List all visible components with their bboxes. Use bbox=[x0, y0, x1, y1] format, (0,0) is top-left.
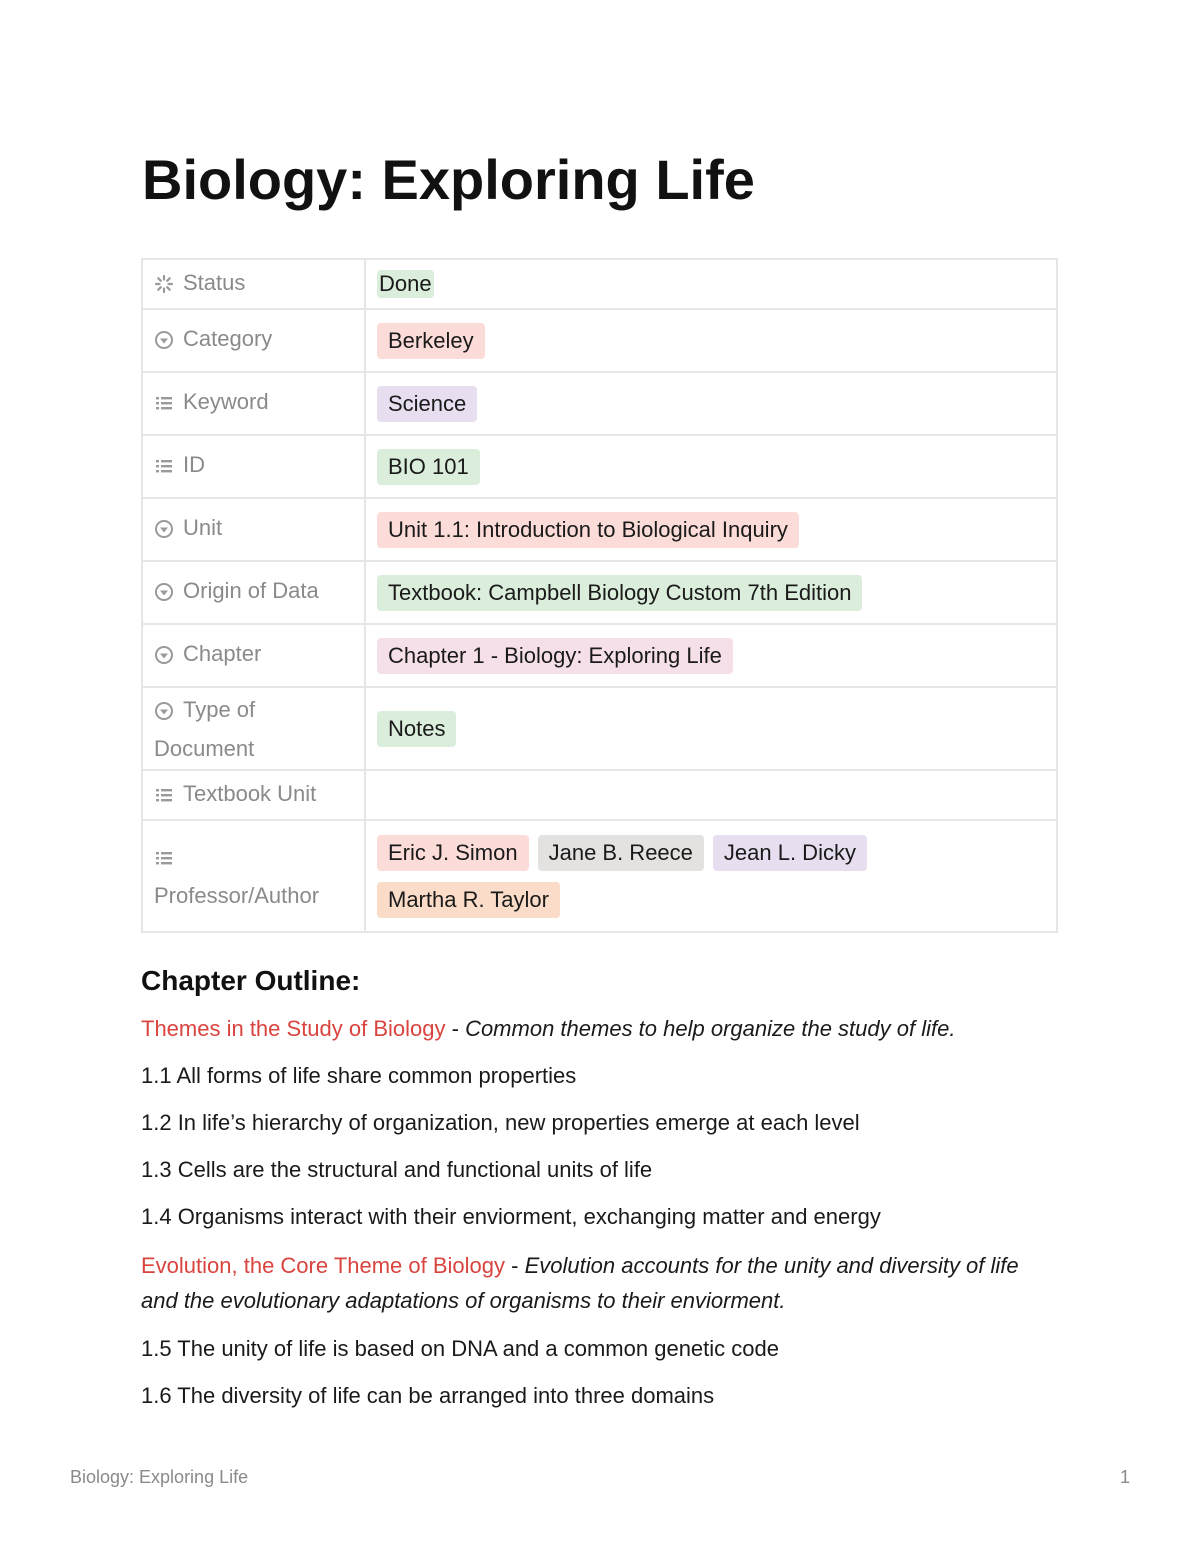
property-key-keyword bbox=[142, 372, 365, 435]
property-key-label: Type of bbox=[183, 696, 256, 722]
property-key-chapter bbox=[142, 624, 365, 687]
author-tag: Eric J. Simon bbox=[377, 835, 529, 871]
property-key-label: Status bbox=[183, 269, 246, 295]
outline-item: 1.1 All forms of life share common properties bbox=[141, 1063, 577, 1088]
footer-title: Biology: Exploring Life bbox=[70, 1467, 249, 1487]
author-tag: Martha R. Taylor bbox=[377, 882, 560, 918]
property-row-keyword bbox=[142, 372, 1057, 435]
property-key-label: Keyword bbox=[183, 389, 269, 414]
select-circle-icon bbox=[154, 696, 174, 731]
id-tag: BIO 101 bbox=[377, 449, 480, 485]
outline-heading: Chapter Outline: bbox=[141, 965, 361, 996]
outline-item: 1.6 The diversity of life can be arranged into three domains bbox=[141, 1383, 715, 1408]
author-tag: Jean L. Dicky bbox=[713, 835, 867, 871]
property-key-label: Chapter bbox=[183, 641, 262, 666]
property-key-label: ID bbox=[183, 452, 205, 477]
property-key-origin bbox=[142, 561, 365, 624]
spinner-icon bbox=[154, 269, 174, 304]
section-separator: - bbox=[505, 1253, 525, 1278]
property-key-doctype bbox=[142, 687, 365, 770]
doctype-tag: Notes bbox=[377, 711, 456, 747]
outline-section-header bbox=[141, 1013, 1059, 1045]
list-icon bbox=[154, 780, 174, 815]
property-value-doctype[interactable] bbox=[365, 687, 1057, 770]
property-value-id[interactable] bbox=[365, 435, 1057, 498]
outline-item: 1.3 Cells are the structural and functional units of life bbox=[141, 1157, 653, 1182]
property-value-status[interactable] bbox=[365, 259, 1057, 309]
list-icon bbox=[154, 451, 174, 486]
property-row-doctype bbox=[142, 687, 1057, 770]
outline-item: 1.4 Organisms interact with their enviorment, exchanging matter and energy bbox=[141, 1204, 881, 1229]
property-row-origin bbox=[142, 561, 1057, 624]
property-value-authors[interactable] bbox=[365, 820, 1057, 932]
property-row-id bbox=[142, 435, 1057, 498]
section-description: Common themes to help organize the study of life. bbox=[465, 1016, 956, 1041]
list-icon bbox=[154, 388, 174, 423]
outline-item: 1.2 In life’s hierarchy of organization, new properties emerge at each level bbox=[141, 1110, 860, 1135]
property-value-keyword[interactable] bbox=[365, 372, 1057, 435]
list-icon bbox=[154, 843, 174, 878]
property-key-authors bbox=[142, 820, 365, 932]
chapter-tag: Chapter 1 - Biology: Exploring Life bbox=[377, 638, 733, 674]
outline-item: 1.5 The unity of life is based on DNA and a common genetic code bbox=[141, 1336, 779, 1361]
section-separator: - bbox=[445, 1016, 466, 1041]
property-value-chapter[interactable] bbox=[365, 624, 1057, 687]
property-key-unit bbox=[142, 498, 365, 561]
property-value-origin[interactable] bbox=[365, 561, 1057, 624]
property-row-chapter bbox=[142, 624, 1057, 687]
select-circle-icon bbox=[154, 514, 174, 549]
property-row-category bbox=[142, 309, 1057, 372]
section-title: Themes in the Study of Biology bbox=[141, 1016, 446, 1041]
property-key-label: Origin of Data bbox=[183, 578, 319, 603]
property-row-unit bbox=[142, 498, 1057, 561]
property-key-label: Document bbox=[154, 735, 255, 761]
select-circle-icon bbox=[154, 577, 174, 612]
property-key-label: Unit bbox=[183, 515, 223, 540]
category-tag: Berkeley bbox=[377, 323, 485, 359]
property-key-label: Textbook Unit bbox=[183, 780, 317, 806]
origin-tag: Textbook: Campbell Biology Custom 7th Edition bbox=[377, 575, 862, 611]
keyword-tag: Science bbox=[377, 386, 477, 422]
property-key-label: Professor/Author bbox=[154, 883, 320, 908]
property-key-id bbox=[142, 435, 365, 498]
page-number: 1 bbox=[1119, 1467, 1130, 1487]
property-key-category bbox=[142, 309, 365, 372]
property-value-unit[interactable] bbox=[365, 498, 1057, 561]
author-tag: Jane B. Reece bbox=[538, 835, 704, 871]
status-badge: Done bbox=[379, 271, 432, 296]
chapter-outline bbox=[141, 963, 1059, 1427]
property-key-label: Category bbox=[183, 326, 273, 351]
unit-tag: Unit 1.1: Introduction to Biological Inquiry bbox=[377, 512, 799, 548]
property-row-authors bbox=[142, 820, 1057, 932]
property-key-status bbox=[142, 259, 365, 309]
property-value-textbook-unit[interactable] bbox=[365, 770, 1057, 820]
section-description: Evolution accounts for the unity and diversity of life and the evolutionary adaptations of organisms to their enviorment. bbox=[141, 1253, 1019, 1313]
property-row-status bbox=[142, 259, 1057, 309]
outline-section-header bbox=[141, 1248, 1059, 1318]
select-circle-icon bbox=[154, 325, 174, 360]
property-value-category[interactable] bbox=[365, 309, 1057, 372]
page-title: Biology: Exploring Life bbox=[142, 148, 755, 211]
section-title: Evolution, the Core Theme of Biology bbox=[141, 1253, 506, 1278]
select-circle-icon bbox=[154, 640, 174, 675]
properties-table bbox=[141, 258, 1058, 933]
property-row-textbook-unit bbox=[142, 770, 1057, 820]
property-key-textbook-unit bbox=[142, 770, 365, 820]
